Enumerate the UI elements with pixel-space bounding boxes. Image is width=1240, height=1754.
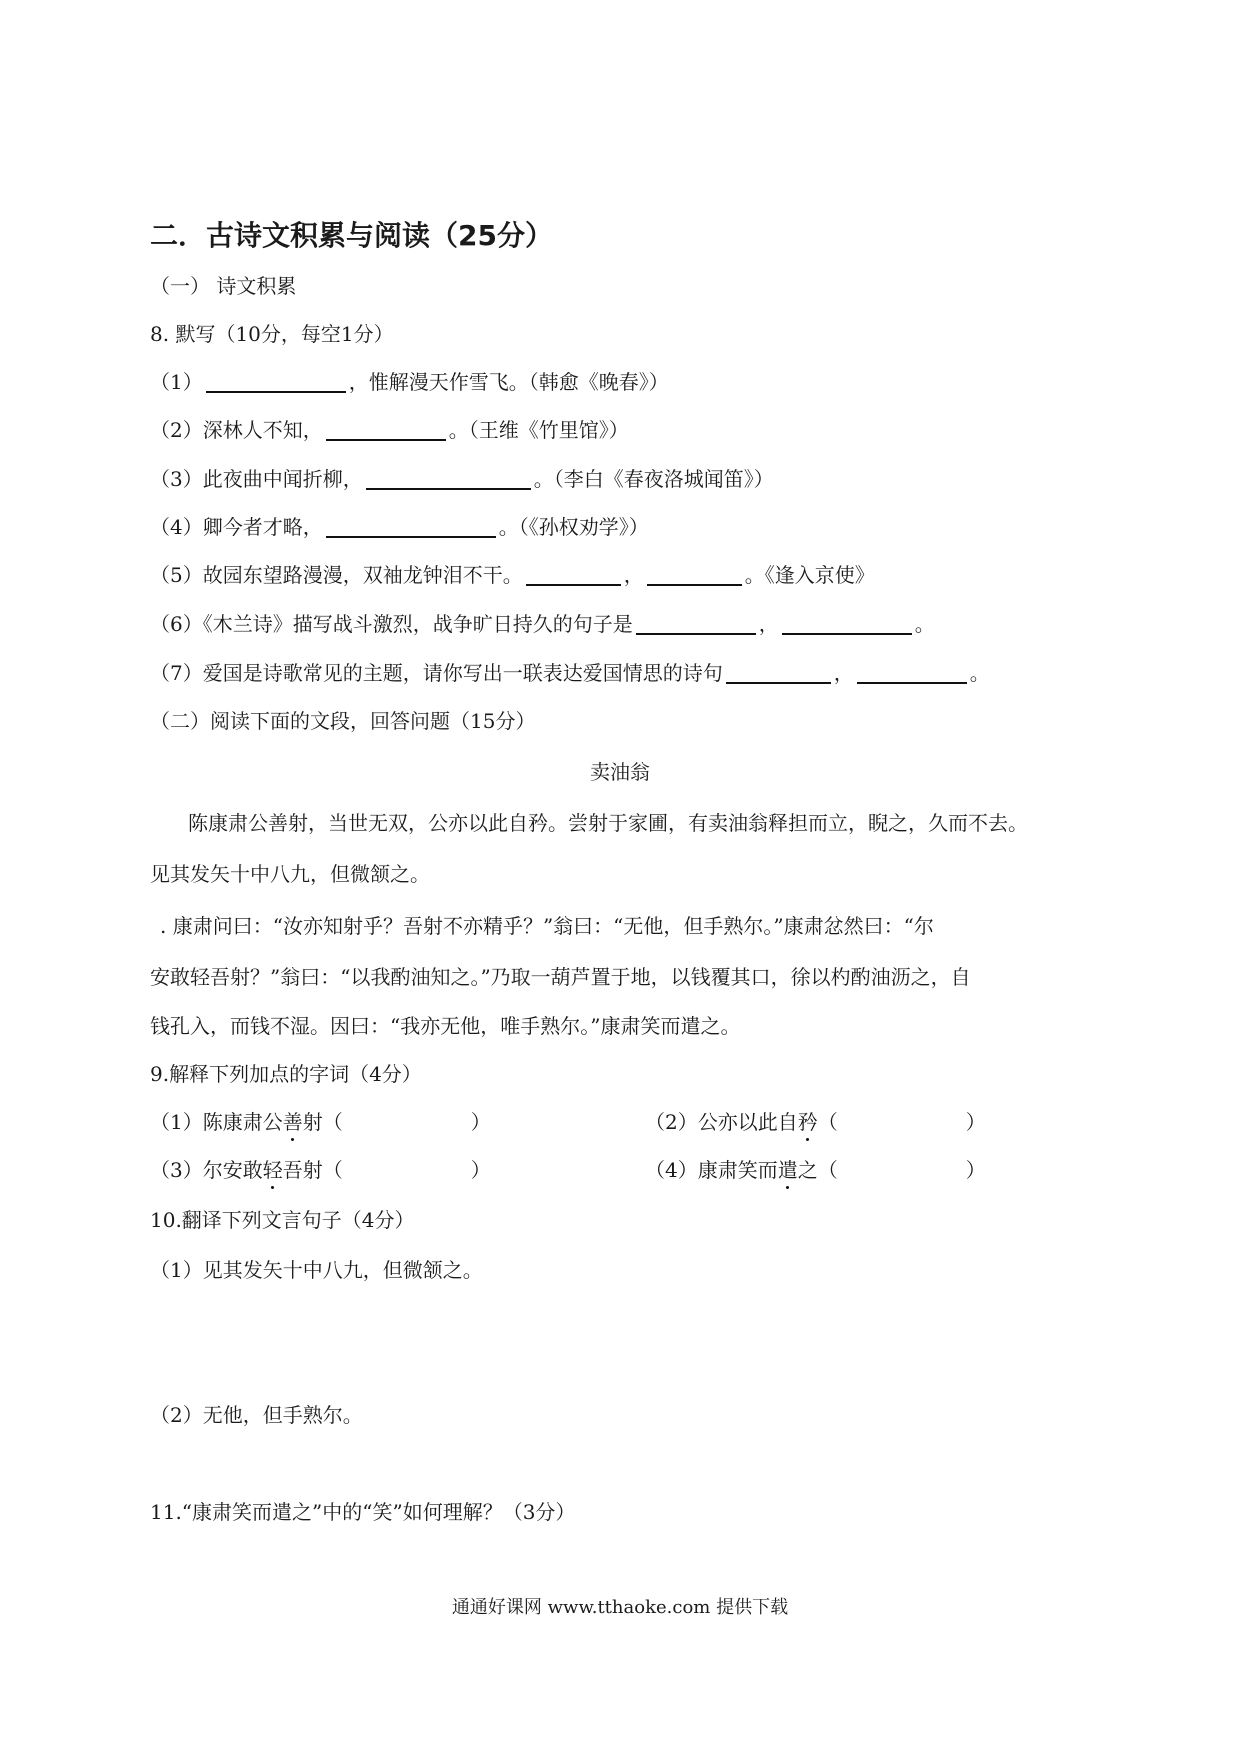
q8-item-5-prefix: （5）故园东望路漫漫，双袖龙钟泪不干。 [150, 563, 523, 587]
passage-line: 安敢轻吾射？”翁曰：“以我酌油知之。”乃取一葫芦置于地，以钱覆其口，徐以杓酌油沥之，自 [150, 965, 971, 989]
q8-item-5 [150, 561, 875, 589]
q8-item-6-prefix: （6）《木兰诗》描写战斗激烈，战争旷日持久的句子是 [150, 612, 633, 636]
q8-item-2-suffix: 。（王维《竹里馆》） [448, 418, 629, 442]
passage-line: 陈康肃公善射，当世无双，公亦以此自矜。尝射于家圃，有卖油翁释担而立，睨之，久而不去。 [188, 811, 1028, 835]
section-title: 二．古诗文积累与阅读（25分） [150, 219, 553, 252]
q9-item-1 [150, 1108, 491, 1136]
dotted-character: 轻 [262, 1158, 283, 1182]
q9-item-close: ） [470, 1158, 491, 1182]
q8-stem: 8. 默写（10分，每空1分） [150, 322, 394, 346]
dotted-character: 善 [282, 1110, 303, 1134]
q9-item-suffix: 射（ [302, 1110, 343, 1134]
answer-blank[interactable] [326, 516, 496, 538]
answer-blank[interactable] [636, 613, 756, 635]
q8-item-6-suffix: 。 [914, 612, 935, 636]
q8-item-4-prefix: （4）卿今者才略， [150, 515, 323, 539]
q9-stem: 9.解释下列加点的字词（4分） [150, 1062, 422, 1086]
q8-item-4-suffix: 。（《孙权劝学》） [498, 515, 649, 539]
q8-item-6-separator: ， [758, 612, 779, 636]
q8-item-2-prefix: （2）深林人不知， [150, 418, 323, 442]
answer-blank[interactable] [206, 371, 346, 393]
q9-item-prefix: （4）康肃笑而 [645, 1158, 778, 1182]
q8-item-7-suffix: 。 [969, 661, 990, 685]
q10-item: （1）见其发矢十中八九，但微颔之。 [150, 1258, 483, 1282]
q9-item-2 [645, 1108, 986, 1136]
q8-item-3-suffix: 。（李白《春夜洛城闻笛》） [533, 467, 774, 491]
q9-item-4 [645, 1156, 986, 1184]
q9-item-suffix: 吾射（ [282, 1158, 343, 1182]
part2-heading: （二）阅读下面的文段，回答问题（15分） [150, 709, 536, 733]
q8-item-2 [150, 416, 629, 444]
answer-blank[interactable] [726, 662, 831, 684]
q8-item-3 [150, 465, 774, 493]
q9-item-close: ） [470, 1110, 491, 1134]
q11-stem: 11.“康肃笑而遣之”中的“笑”如何理解？（3分） [150, 1500, 576, 1524]
q9-item-prefix: （3）尔安敢 [150, 1158, 263, 1182]
q8-item-7 [150, 659, 990, 687]
q8-item-7-prefix: （7）爱国是诗歌常见的主题，请你写出一联表达爱国情思的诗句 [150, 661, 723, 685]
passage-line: 钱孔入，而钱不湿。因曰：“我亦无他，唯手熟尔。”康肃笑而遣之。 [150, 1014, 741, 1038]
q8-item-3-prefix: （3）此夜曲中闻折柳， [150, 467, 363, 491]
part1-heading: （一） 诗文积累 [150, 274, 297, 298]
answer-blank[interactable] [366, 468, 531, 490]
q9-item-prefix: （1）陈康肃公 [150, 1110, 283, 1134]
answer-blank[interactable] [526, 564, 621, 586]
answer-blank[interactable] [326, 419, 446, 441]
q9-item-prefix: （2）公亦以此自 [645, 1110, 798, 1134]
q8-item-1 [150, 368, 669, 396]
q8-item-6 [150, 610, 935, 638]
q8-item-1-suffix: ，惟解漫天作雪飞。（韩愈《晚春》） [348, 370, 669, 394]
q8-item-7-separator: ， [833, 661, 854, 685]
q9-item-3 [150, 1156, 491, 1184]
q8-item-5-suffix: 。《逢入京使》 [744, 563, 875, 587]
dotted-character: 矜 [797, 1110, 818, 1134]
answer-blank[interactable] [782, 613, 912, 635]
q9-item-close: ） [965, 1110, 986, 1134]
q8-item-5-separator: ， [623, 563, 644, 587]
q10-item: （2）无他，但手熟尔。 [150, 1403, 363, 1427]
dotted-character: 遣 [777, 1158, 798, 1182]
page-footer: 通通好课网 www.tthaoke.com 提供下载 [451, 1597, 789, 1618]
passage-title: 卖油翁 [590, 760, 650, 784]
answer-blank[interactable] [857, 662, 967, 684]
q8-item-4 [150, 513, 649, 541]
passage-line: . 康肃问曰：“汝亦知射乎？吾射不亦精乎？”翁曰：“无他，但手熟尔。”康肃忿然曰：“尔 [160, 914, 934, 938]
passage-line: 见其发矢十中八九，但微颔之。 [150, 862, 430, 886]
q9-item-suffix: （ [817, 1110, 838, 1134]
answer-blank[interactable] [647, 564, 742, 586]
q8-item-1-prefix: （1） [150, 370, 203, 394]
q10-stem: 10.翻译下列文言句子（4分） [150, 1208, 415, 1232]
q9-item-close: ） [965, 1158, 986, 1182]
q9-item-suffix: 之（ [797, 1158, 838, 1182]
